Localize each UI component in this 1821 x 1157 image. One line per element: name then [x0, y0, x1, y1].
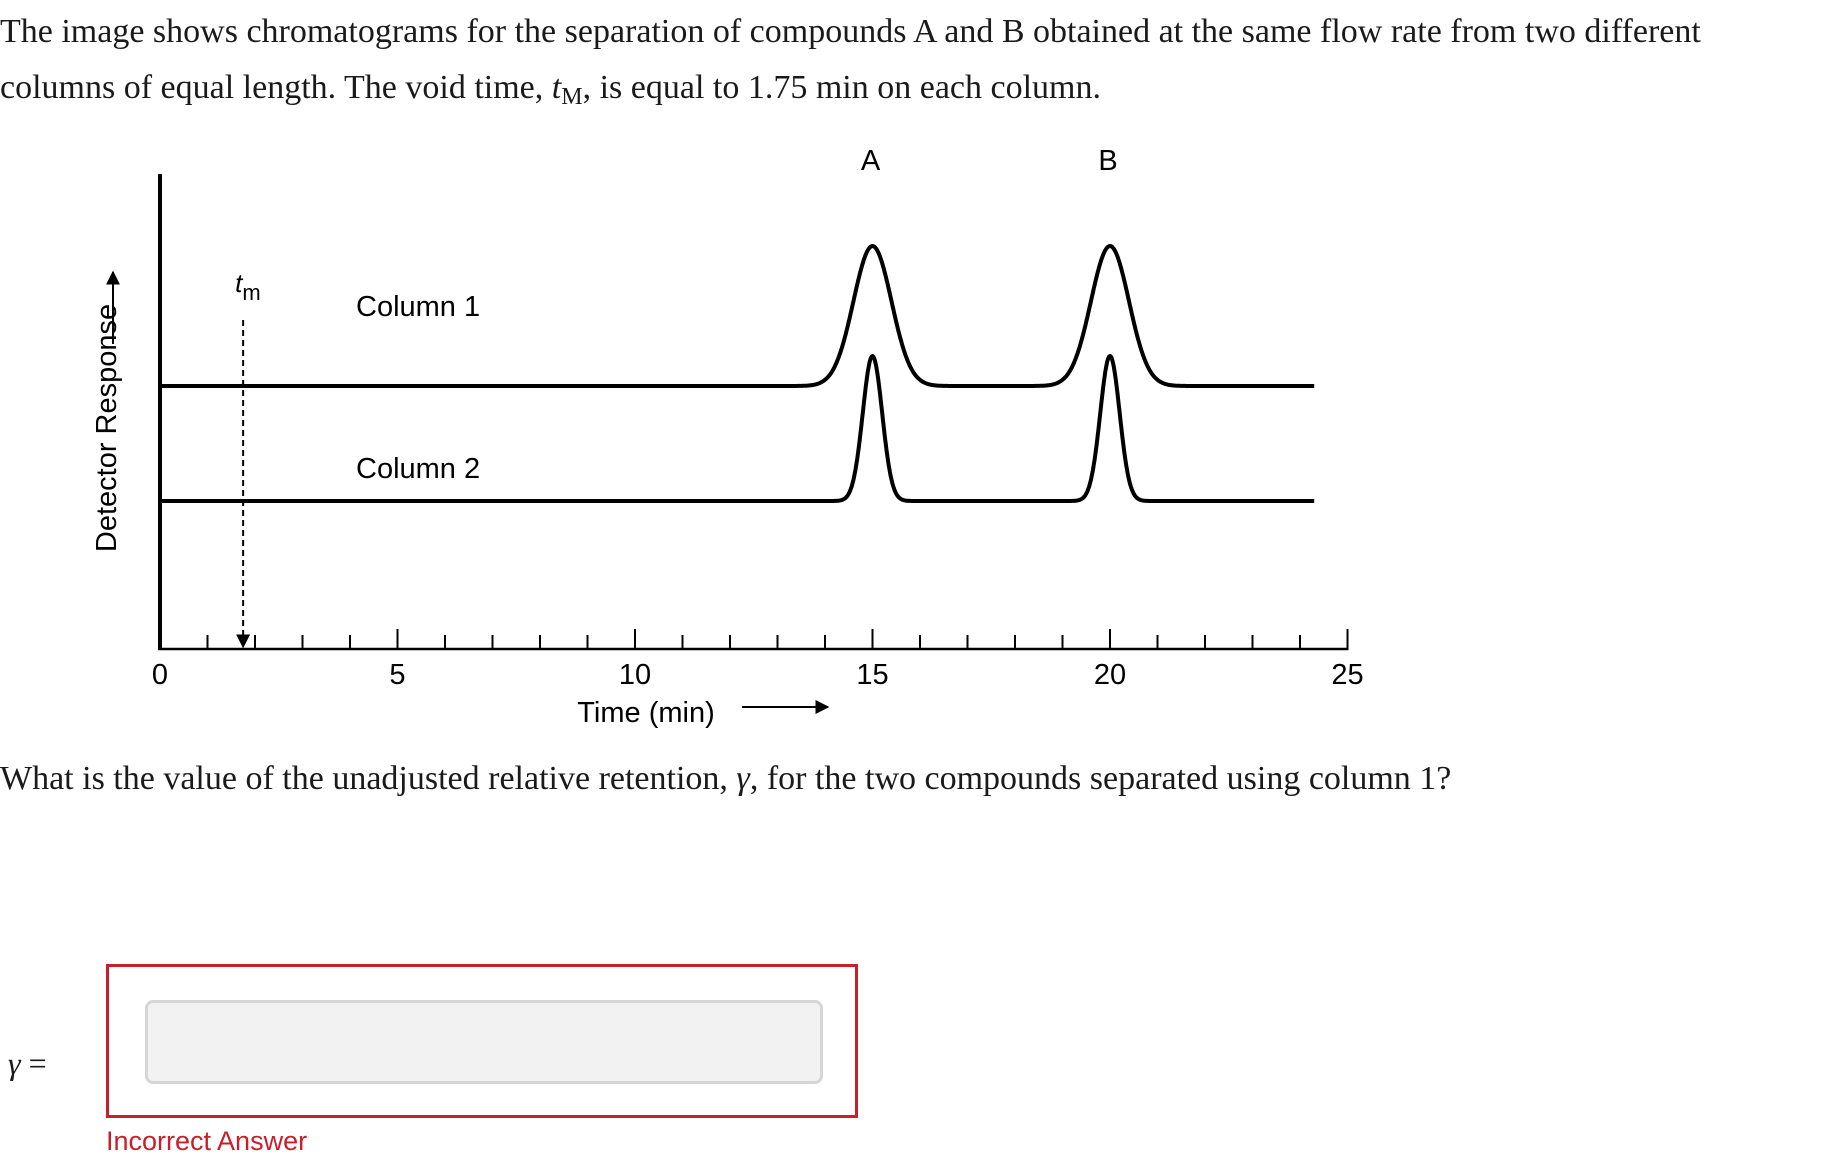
- intro-text-part2: , is equal to 1.75 min on each column.: [582, 69, 1101, 106]
- x-axis-ticks: [160, 629, 1348, 649]
- column-1-trace: [160, 246, 1314, 386]
- question-text-part2: , for the two compounds separated using column 1?: [749, 760, 1452, 797]
- gamma-symbol: γ: [736, 760, 750, 797]
- x-axis-tick-labels: [152, 659, 1364, 691]
- intro-text-part1: The image shows chromatograms for the separation of compounds A and B obtained at the same flow rate from two different columns of equal length. The void time,: [0, 13, 1701, 106]
- peak-label-a: A: [860, 150, 881, 177]
- question-text-part1: What is the value of the unadjusted relative retention,: [0, 760, 737, 797]
- answer-container: [106, 964, 858, 1118]
- void-time-symbol: t: [551, 69, 562, 106]
- series-label-column-1: Column 1: [356, 291, 481, 323]
- void-time-label: $t_m$: [235, 268, 261, 305]
- series-label-column-2: Column 2: [356, 453, 481, 485]
- x-tick-label: 15: [856, 659, 889, 691]
- chromatogram-figure: [0, 150, 1420, 730]
- y-axis-label: Detector Response: [91, 303, 123, 553]
- x-axis-label: Time (min): [577, 697, 715, 729]
- x-tick-label: 20: [1093, 659, 1127, 691]
- answer-input[interactable]: [145, 1000, 823, 1084]
- answer-label-gamma: γ: [8, 1045, 21, 1081]
- problem-intro: [0, 4, 1815, 125]
- question-text: [0, 760, 1451, 798]
- x-tick-label: 10: [618, 659, 652, 691]
- x-tick-label: 0: [151, 659, 169, 691]
- x-tick-label: 5: [389, 659, 406, 691]
- peak-label-b: B: [1098, 150, 1118, 177]
- answer-label-equals: =: [28, 1045, 47, 1081]
- void-time-subscript: M: [561, 84, 583, 110]
- x-tick-label: 25: [1331, 659, 1364, 691]
- answer-label: [8, 1045, 47, 1082]
- column-2-trace: [160, 356, 1314, 501]
- incorrect-answer-feedback: Incorrect Answer: [106, 1126, 308, 1156]
